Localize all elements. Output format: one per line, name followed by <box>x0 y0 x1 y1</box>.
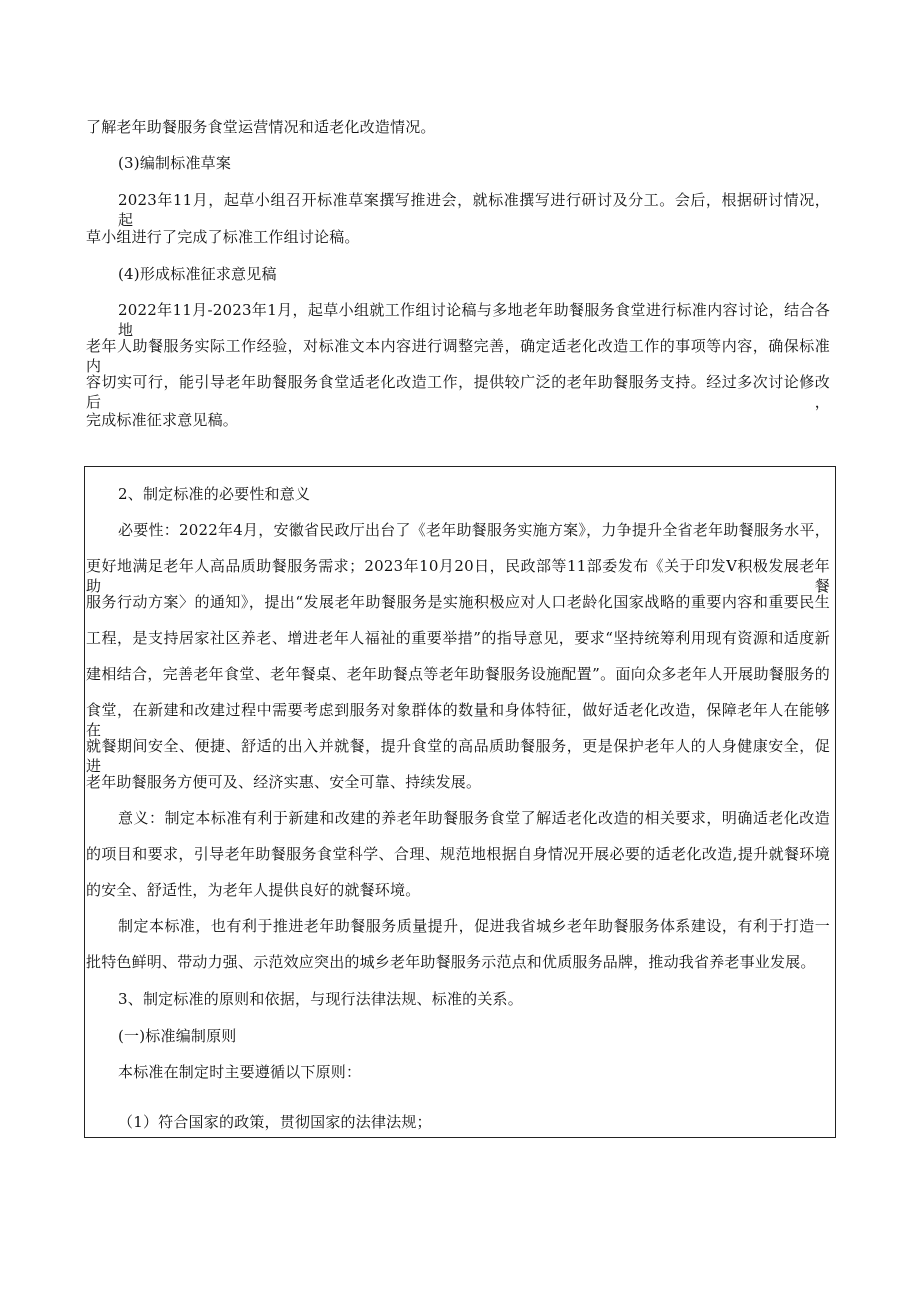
benefit-paragraph-line: 批特色鲜明、带动力强、示范效应突出的城乡老年助餐服务示范点和优质服务品牌，推动我省养老事业发展。 <box>86 953 816 971</box>
significance-paragraph-line: 的项目和要求，引导老年助餐服务食堂科学、合理、规范地根据自身情况开展必要的适老化改造,提升就餐环境 <box>86 845 830 863</box>
step3-paragraph-line: 草小组进行了完成了标准工作组讨论稿。 <box>86 228 360 246</box>
principles-intro: 本标准在制定时主要遵循以下原则： <box>118 1063 362 1081</box>
step4-paragraph-line: 完成标准征求意见稿。 <box>86 411 239 429</box>
section3-heading: 3、制定标准的原则和依据，与现行法律法规、标准的关系。 <box>118 990 523 1008</box>
principle-item: （1）符合国家的政策，贯彻国家的法律法规； <box>118 1113 432 1131</box>
significance-paragraph-line: 意义：制定本标准有利于新建和改建的养老年助餐服务食堂了解适老化改造的相关要求，明确适老化改造 <box>118 809 830 827</box>
benefit-paragraph-line: 制定本标准，也有利于推进老年助餐服务质量提升，促进我省城乡老年助餐服务体系建设，有利于打造一 <box>118 917 830 935</box>
necessity-paragraph-line: 必要性：2022年4月，安徽省民政厅出台了《老年助餐服务实施方案》，力争提升全省老年助餐服务水平， <box>118 521 830 539</box>
step3-heading: (3)编制标准草案 <box>118 154 232 172</box>
necessity-paragraph-line: 建相结合，完善老年食堂、老年餐桌、老年助餐点等老年助餐服务设施配置”。面向众多老年人开展助餐服务的 <box>86 665 830 683</box>
step4-heading: (4)形成标准征求意见稿 <box>118 265 277 283</box>
paragraph-line: 了解老年助餐服务食堂运营情况和适老化改造情况。 <box>86 118 436 136</box>
necessity-paragraph-line: 更好地满足老年人高品质助餐服务需求；2023年10月20日，民政部等11部委发布《关于印发V积极发展老年助餐 <box>86 557 830 595</box>
necessity-paragraph-line: 食堂，在新建和改建过程中需要考虑到服务对象群体的数量和身体特征，做好适老化改造，保障老年人在能够在 <box>86 701 830 739</box>
step4-paragraph-line: 容切实可行，能引导老年助餐服务食堂适老化改造工作，提供较广泛的老年助餐服务支持。经过多次讨论修改后， <box>86 373 830 411</box>
necessity-paragraph-line: 服务行动方案〉的通知》，提出“发展老年助餐服务是实施积极应对人口老龄化国家战略的重要内容和重要民生 <box>86 593 830 611</box>
necessity-paragraph-line: 老年助餐服务方便可及、经济实惠、安全可靠、持续发展。 <box>86 773 482 791</box>
section2-heading: 2、制定标准的必要性和意义 <box>118 485 311 503</box>
subsection-heading: (一)标准编制原则 <box>118 1027 237 1045</box>
step4-paragraph-line: 老年人助餐服务实际工作经验，对标准文本内容进行调整完善，确定适老化改造工作的事项等内容，确保标准内 <box>86 337 830 375</box>
necessity-paragraph-line: 就餐期间安全、便捷、舒适的出入并就餐，提升食堂的高品质助餐服务，更是保护老年人的人身健康安全，促进 <box>86 737 830 775</box>
significance-paragraph-line: 的安全、舒适性，为老年人提供良好的就餐环境。 <box>86 881 421 899</box>
necessity-paragraph-line: 工程，是支持居家社区养老、增进老年人福祉的重要举措”的指导意见，要求“坚持统筹利用现有资源和适度新 <box>86 629 830 647</box>
step4-paragraph-line: 2022年11月-2023年1月，起草小组就工作组讨论稿与多地老年助餐服务食堂进行标准内容讨论，结合各地 <box>118 301 830 339</box>
step3-paragraph-line: 2023年11月，起草小组召开标准草案撰写推进会，就标准撰写进行研讨及分工。会后，根据研讨情况，起 <box>118 191 830 229</box>
